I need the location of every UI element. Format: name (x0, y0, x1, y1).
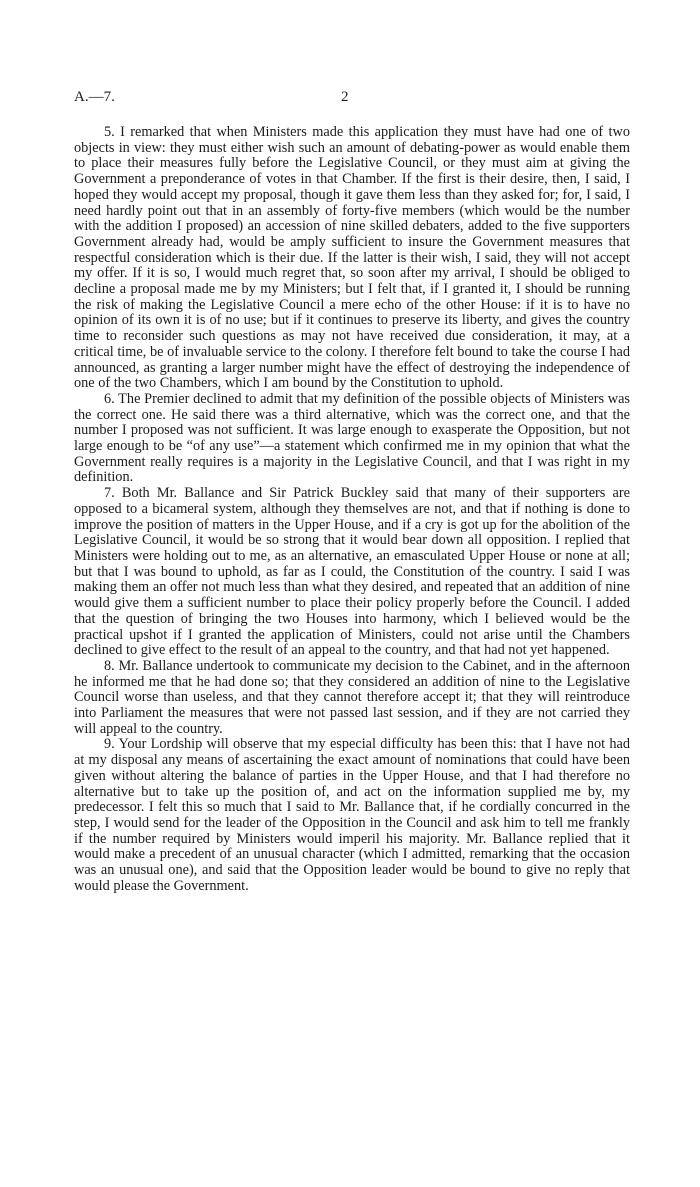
paragraph-6: 6. The Premier declined to admit that my definition of the possible objects of Ministers was the correct one. He said there was a third alternative, which was the correct one, and that the number I proposed was not sufficient. It was large enough to exasperate the Opposition, but not large enough to be “of any use”—a statement which confirmed me in my opinion that what the Government really requires is a majority in the Legislative Council, and that I was right in my definition. (74, 390, 630, 486)
paragraph-5: 5. I remarked that when Ministers made this application they must have had one of two objects in view: they must either wish such an amount of debating-power as would enable them to place their measures fully before the Legislative Council, or they must aim at giving the Government a preponderance of votes in that Chamber. If the first is their desire, then, I said, I hoped they would accept my proposal, though it gave them less than they asked for; for, I said, I need hardly point out that in an assembly of forty-five members (which would be the number with the addition I proposed) an accession of nine skilled debaters, added to the five supporters Government already had, would be amply sufficient to insure the Government measures that respectful consideration which is their due. If the latter is their wish, I said, they will not accept my offer. If it is so, I would much regret that, so soon after my arrival, I should be obliged to decline a proposal made me by my Ministers; but I felt that, if I granted it, I should be running the risk of making the Legislative Council a mere echo of the other House: if it is to have no opinion of its own it is of no use; but if it continues to preserve its liberty, and gives the country time to reconsider such questions as may not have received due consideration, it may, at a critical time, be of invaluable service to the colony. I therefore felt bound to take the course I had announced, as granting a larger number might have the effect of destroying the independence of one of the two Chambers, which I am bound by the Constitution to uphold. (74, 124, 630, 392)
paragraph-7: 7. Both Mr. Ballance and Sir Patrick Buckley said that many of their supporters are opposed to a bicameral system, although they themselves are not, and that if nothing is done to improve the position of matters in the Upper House, and if a cry is got up for the abolition of the Legislative Council, it would be so strong that it would bear down all opposition. I replied that Ministers were holding out to me, as an alternative, an emasculated Upper House or none at all; but that I was bound to uphold, as far as I could, the Constitution of the country. I said I was making them an offer not much less than what they desired, and repeated that an addition of nine would give them a sufficient number to place their policy properly before the Council. I added that the question of bringing the two Houses into harmony, which I believed would be the practical upshot if I granted the application of Ministers, could not arise until the Chambers declined to give effect to the result of an appeal to the country, and that had not yet happened. (74, 485, 630, 659)
body-text (74, 125, 630, 894)
paragraph-8: 8. Mr. Ballance undertook to communicate my decision to the Cabinet, and in the afternoon he informed me that he had done so; that they considered an addition of nine to the Legislative Council worse than useless, and that they cannot therefore accept it; that they will reintroduce into Parliament the measures that were not passed last session, and if they are not carried they will appeal to the country. (74, 657, 630, 737)
document-reference: A.—7. (74, 89, 115, 105)
page-header (74, 89, 634, 109)
page-number: 2 (341, 89, 349, 105)
paragraph-9: 9. Your Lordship will observe that my especial difficulty has been this: that I have not had at my disposal any means of ascertaining the exact amount of nominations that could have been given without altering the balance of parties in the Upper House, and that I had therefore no alternative but to take up the position of, and act on the information supplied me by, my predecessor. I felt this so much that I said to Mr. Ballance that, if he cordially concurred in the step, I would send for the leader of the Opposition in the Council and ask him to tell me frankly if the number required by Ministers would imperil his majority. Mr. Ballance replied that it would make a precedent of an unusual character (which I admitted, remarking that the occasion was an unusual one), and said that the Opposition leader would be bound to give no reply that would please the Government. (74, 736, 630, 894)
